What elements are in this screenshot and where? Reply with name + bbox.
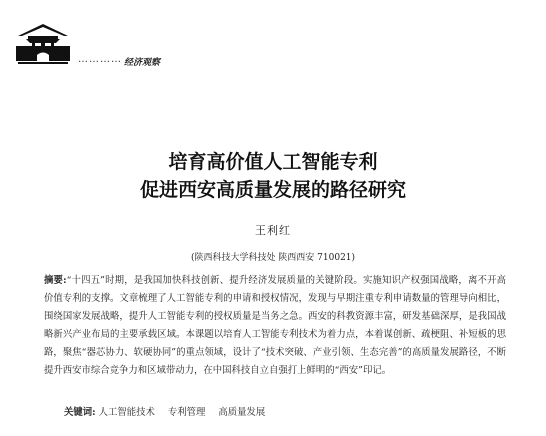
city-gate-logo-icon bbox=[14, 12, 72, 70]
keywords-label: 关键词: bbox=[64, 407, 96, 418]
column-name: 经济观察 bbox=[124, 58, 161, 68]
keyword-item: 专利管理 bbox=[167, 407, 206, 418]
abstract-label: 摘要: bbox=[44, 275, 67, 286]
author-name: 王利红 bbox=[255, 224, 291, 237]
journal-header bbox=[14, 12, 244, 76]
abstract bbox=[44, 272, 506, 381]
author-affiliation: (陕西科技大学科技处 陕西西安 710021) bbox=[190, 253, 356, 263]
article-title-line-2: 促进西安高质量发展的路径研究 bbox=[139, 179, 406, 201]
article-title-line-1: 培育高价值人工智能专利 bbox=[168, 151, 378, 173]
header-dots: ………… bbox=[78, 54, 122, 65]
keyword-item: 人工智能技术 bbox=[98, 407, 155, 418]
keyword-item: 高质量发展 bbox=[218, 407, 266, 418]
keywords bbox=[64, 404, 275, 418]
abstract-text: “十四五”时期，是我国加快科技创新、提升经济发展质量的关键阶段。实施知识产权强国战略，离不开高价值专利的支撑。文章梳理了人工智能专利的申请和授权情况，发现与早期注重专利申请数量的管理导向相比，围绕国家发展战略，提升人工智能专利的授权质量是当务之急。西安的科教资源丰富，研发基础深厚，是我国战略新兴产业布局的主要承载区域。本课题以培育人工智能专利技术为着力点，本着谋创新、疏梗阻、补短板的思路，聚焦“器芯协力、软硬协同”的重点领域，设计了“技术突破、产业引领、生态完善”的高质量发展路径，不断提升西安市综合竞争力和区域带动力，在中国科技自立自强打上鲜明的“西安”印记。 bbox=[44, 275, 506, 377]
